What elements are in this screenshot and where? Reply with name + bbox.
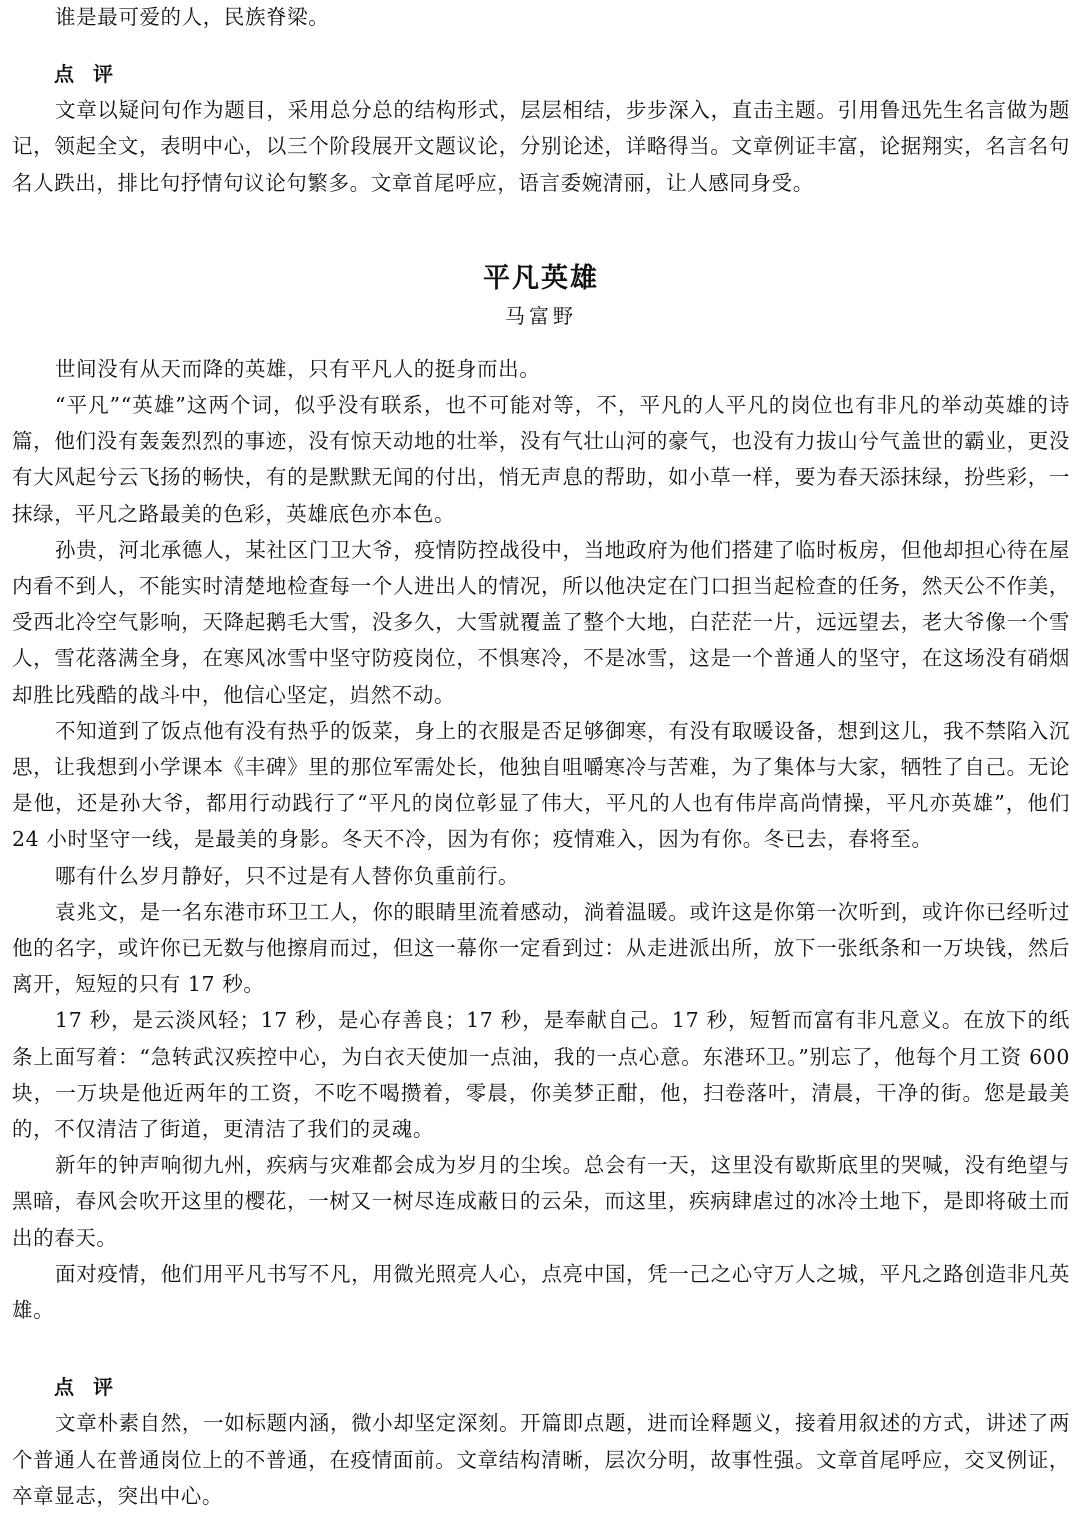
comment-text: 文章朴素自然，一如标题内涵，微小却坚定深刻。开篇即点题，进而诠释题义，接着用叙述的方式，讲述了两个普通人在普通岗位上的不普通，在疫情面前。文章结构清晰，层次分明，故事性强。文章首尾呼应，交叉例证，卒章显志，突出中心。 [12,1411,1070,1508]
essay-paragraph: 新年的钟声响彻九州，疾病与灾难都会成为岁月的尘埃。总会有一天，这里没有歇斯底里的哭喊，没有绝望与黑暗，春风会吹开这里的樱花，一树又一树尽连成蔽日的云朵，而这里，疾病肆虐过的冰冷土地下，是即将破土而出的春天。 [12,1153,1070,1250]
previous-comment-text: 文章以疑问句作为题目，采用总分总的结构形式，层层相结，步步深入，直击主题。引用鲁迅先生名言做为题记，领起全文，表明中心，以三个阶段展开文题议论，分别论述，详略得当。文章例证丰富，论据翔实，名言名句名人跌出，排比句抒情句议论句繁多。文章首尾呼应，语言委婉清丽，让人感同身受。 [12,98,1070,195]
essay-paragraph: 哪有什么岁月静好，只不过是有人替你负重前行。 [55,863,520,888]
essay-paragraph: 世间没有从天而降的英雄，只有平凡人的挺身而出。 [55,356,541,381]
document-page [12,0,1070,1514]
essay-paragraph: 17 秒，是云淡风轻；17 秒，是心存善良；17 秒，是奉献自己。17 秒，短暂而富有非凡意义。在放下的纸条上面写着：“急转武汉疾控中心，为白衣天使加一点油，我的一点心意。东港环卫。”别忘了，他每个月工资 600 块，一万块是他近两年的工资，不吃不喝攒着，零晨，你美梦正酣，他，扫卷落叶，清晨，干净的街。您是最美的，不仅清洁了街道，更清洁了我们的灵魂。 [12,1008,1070,1142]
comment-label: 点 评 [54,1375,119,1400]
essay-paragraph: 面对疫情，他们用平凡书写不凡，用微光照亮人心，点亮中国，凭一己之心守万人之城，平凡之路创造非凡英雄。 [12,1261,1070,1323]
essay-author: 马富野 [505,303,577,328]
essay-title: 平凡英雄 [483,262,599,294]
essay-paragraph: 袁兆文，是一名东港市环卫工人，你的眼睛里流着感动，淌着温暖。或许这是你第一次听到，或许你已经听过他的名字，或许你已无数与他擦肩而过，但这一幕你一定看到过：从走进派出所，放下一张纸条和一万块钱，然后离开，短短的只有 17 秒。 [12,899,1070,997]
essay-paragraph: 不知道到了饭点他有没有热乎的饭菜，身上的衣服是否足够御寒，有没有取暖设备，想到这儿，我不禁陷入沉思，让我想到小学课本《丰碑》里的那位军需处长，他独自咀嚼寒冷与苦难，为了集体与大家，牺牲了自己。无论是他，还是孙大爷，都用行动践行了“平凡的岗位彰显了伟大，平凡的人也有伟岸高尚情操，平凡亦英雄”，他们 24 小时坚守一线，是最美的身影。冬天不冷，因为有你；疫情难入，因为有你。冬已去，春将至。 [12,718,1070,852]
previous-essay-last-line: 谁是最可爱的人，民族脊梁。 [55,5,330,29]
essay-paragraph: “平凡”“英雄”这两个词，似乎没有联系，也不可能对等，不，平凡的人平凡的岗位也有非凡的举动英雄的诗篇，他们没有轰轰烈烈的事迹，没有惊天动地的壮举，没有气壮山河的豪气，也没有力拔山兮气盖世的霸业，更没有大风起兮云飞扬的畅快，有的是默默无闻的付出，悄无声息的帮助，如小草一样，要为春天添抹绿，扮些彩，一抹绿，平凡之路最美的色彩，英雄底色亦本色。 [12,393,1070,526]
previous-comment-label: 点 评 [54,62,119,87]
essay-paragraph: 孙贵，河北承德人，某社区门卫大爷，疫情防控战役中，当地政府为他们搭建了临时板房，但他却担心待在屋内看不到人，不能实时清楚地检查每一个人进出人的情况，所以他决定在门口担当起检查的任务，然天公不作美，受西北冷空气影响，天降起鹅毛大雪，没多久，大雪就覆盖了整个大地，白茫茫一片，远远望去，老大爷像一个雪人，雪花落满全身，在寒风冰雪中坚守防疫岗位，不惧寒冷，不是冰雪，这是一个普通人的坚守，在这场没有硝烟却胜比残酷的战斗中，他信心坚定，岿然不动。 [12,537,1070,707]
